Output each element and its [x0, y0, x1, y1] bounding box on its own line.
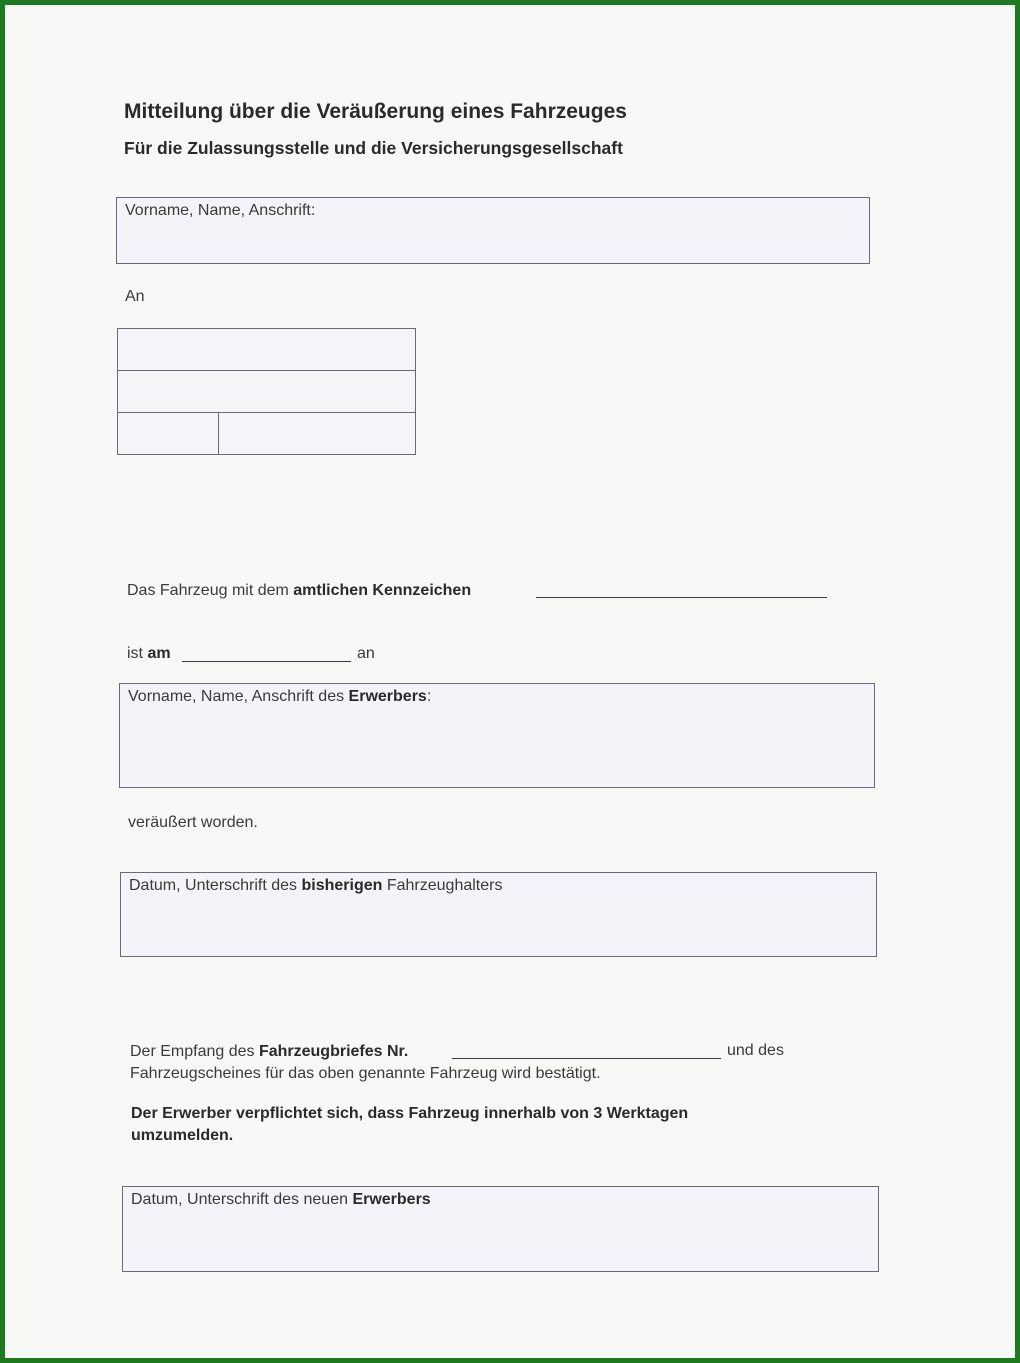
buyer-field-label — [128, 688, 431, 706]
receipt-line2: Fahrzeugscheines für das oben genannte Fahrzeug wird bestätigt. — [130, 1065, 601, 1082]
recipient-street-field[interactable] — [117, 370, 416, 413]
registration-number-line[interactable] — [452, 1058, 721, 1059]
sender-field-label: Vorname, Name, Anschrift: — [125, 202, 316, 219]
vehicle-plate-bold: amtlichen Kennzeichen — [293, 582, 472, 599]
seller-label-suffix: Fahrzeughalters — [382, 877, 503, 894]
buyer-label-prefix: Vorname, Name, Anschrift des — [128, 688, 349, 705]
sale-date-suffix: an — [357, 645, 375, 662]
vehicle-plate-text — [127, 582, 471, 600]
receipt-text — [130, 1043, 408, 1061]
recipient-zip-field[interactable] — [117, 412, 219, 455]
sale-date-text — [127, 645, 171, 663]
sale-date-prefix: ist — [127, 645, 148, 662]
receipt-bold: Fahrzeugbriefes Nr. — [258, 1043, 409, 1060]
sold-text: veräußert worden. — [128, 814, 258, 831]
recipient-name-field[interactable] — [117, 328, 416, 371]
buyer-sig-label-prefix: Datum, Unterschrift des neuen — [131, 1191, 353, 1208]
receipt-suffix: und des — [727, 1042, 784, 1059]
buyer-signature-field[interactable] — [122, 1186, 879, 1272]
seller-signature-field[interactable] — [120, 872, 877, 957]
buyer-field[interactable] — [119, 683, 875, 788]
buyer-sig-label-bold: Erwerbers — [352, 1191, 431, 1208]
vehicle-plate-prefix: Das Fahrzeug mit dem — [127, 582, 294, 599]
plate-number-line[interactable] — [536, 597, 827, 598]
recipient-label: An — [125, 288, 145, 305]
page-subtitle: Für die Zulassungsstelle und die Versicherungsgesellschaft — [124, 138, 623, 158]
obligation-line2: umzumelden. — [131, 1127, 234, 1144]
buyer-label-bold: Erwerbers — [348, 688, 427, 705]
sale-date-line[interactable] — [182, 661, 351, 662]
seller-signature-label — [129, 877, 502, 895]
recipient-city-field[interactable] — [218, 412, 416, 455]
receipt-prefix: Der Empfang des — [130, 1043, 259, 1060]
page-title: Mitteilung über die Veräußerung eines Fahrzeuges — [124, 100, 627, 123]
sale-date-bold: am — [147, 645, 171, 662]
obligation-line1: Der Erwerber verpflichtet sich, dass Fahrzeug innerhalb von 3 Werktagen — [131, 1105, 689, 1122]
buyer-signature-label — [131, 1191, 431, 1209]
seller-label-prefix: Datum, Unterschrift des — [129, 877, 302, 894]
sender-field[interactable] — [116, 197, 870, 264]
seller-label-bold: bisherigen — [301, 877, 383, 894]
buyer-label-suffix: : — [426, 688, 432, 705]
